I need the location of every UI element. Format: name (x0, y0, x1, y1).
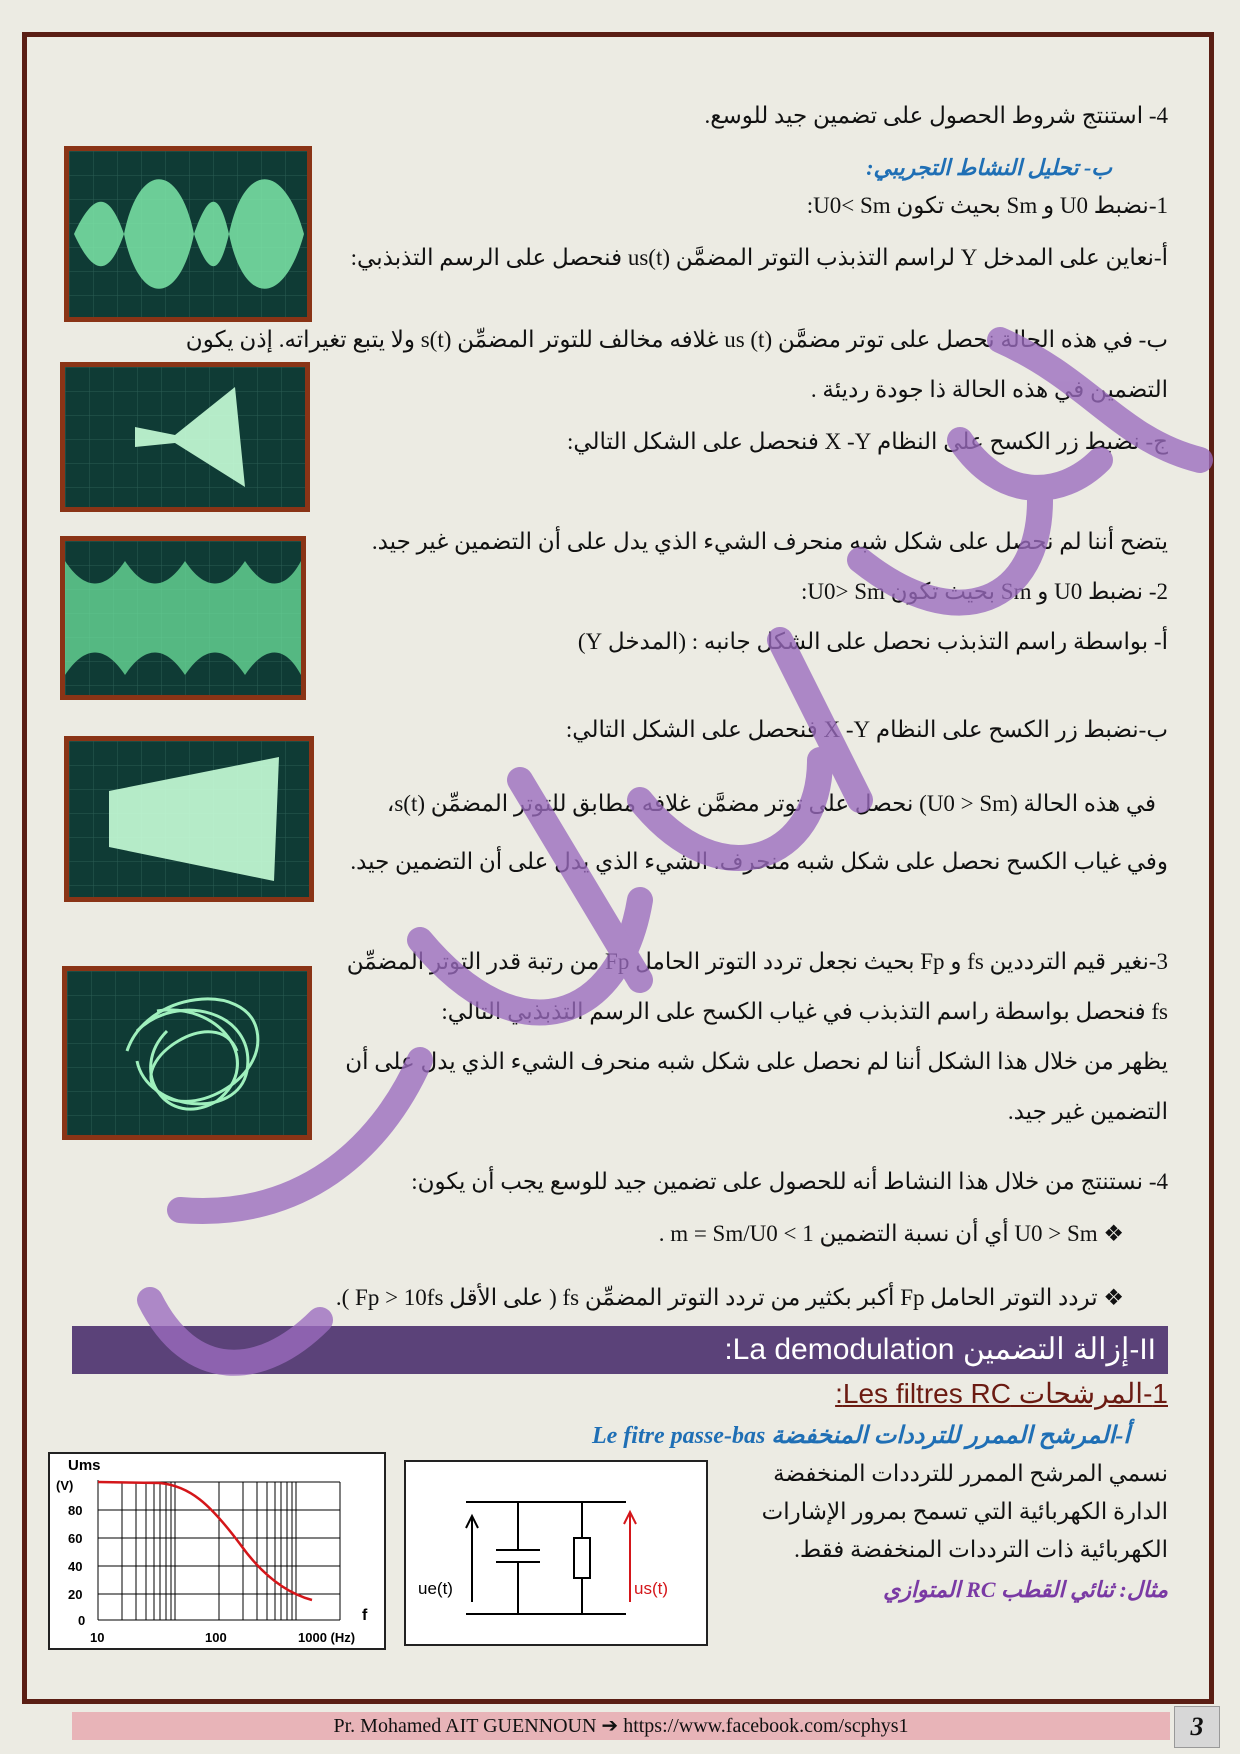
oscilloscope-image-lissajous (62, 966, 312, 1140)
line-9: أ- بواسطة راسم التذبذب نحصل على الشكل جانبه : (المدخل Y) (577, 629, 1168, 654)
line-18: ❖ U0 > Sm أي أن نسبة التضمين m = Sm/U0 < 1 . (658, 1221, 1124, 1246)
line-10: ب-نضبط زر الكسح على النظام X -Y فنحصل على الشكل التالي: (565, 717, 1168, 742)
line-3: أ-نعاين على المدخل Y لراسم التذبذب التوتر المضمَّن us(t) فنحصل على الرسم التذبذبي: (350, 245, 1168, 270)
circuit-input-label: ue(t) (418, 1579, 453, 1598)
ytick-20: 20 (68, 1587, 83, 1602)
ytick-0: 0 (78, 1613, 86, 1628)
heading-analysis: ب- تحليل النشاط التجريبي: (866, 155, 1112, 180)
line-12: وفي غياب الكسح نحصل على شكل شبه منحرف. الشيء الذي يدل على أن التضمين جيد. (350, 849, 1168, 874)
xtick-100: 100 (205, 1630, 227, 1645)
line-1: 4- استنتج شروط الحصول على تضمين جيد للوسع. (704, 103, 1168, 128)
low-pass-def-1: نسمي المرشح الممرر للترددات المنخفضة (773, 1461, 1168, 1486)
line-8: 2- نضبط U0 و Sm بحيث تكون U0> Sm: (800, 579, 1168, 604)
frequency-response-graph (48, 1452, 386, 1650)
xtick-10: 10 (90, 1630, 105, 1645)
line-13: 3-نغير قيم الترددين fs و Fp بحيث نجعل تردد التوتر الحامل Fp من رتبة قدر التوتر المضمِّن (346, 949, 1168, 974)
line-16: التضمين غير جيد. (1007, 1099, 1168, 1124)
heading-low-pass: أ-المرشح الممرر للترددات المنخفضة Le fitre passe-bas (591, 1423, 1130, 1449)
line-15: يظهر من خلال هذا الشكل أننا لم نحصل على شكل شبه منحرف الشيء الذي يدل على أن (345, 1049, 1168, 1074)
line-17: 4- نستنتج من خلال هذا النشاط أنه للحصول على تضمين جيد للوسع يجب أن يكون: (411, 1169, 1168, 1194)
graph-ylabel: Ums (68, 1457, 101, 1474)
footer-bar: Pr. Mohamed AIT GUENNOUN ➔ https://www.facebook.com/scphys1 (72, 1712, 1170, 1740)
line-5: التضمين في هذه الحالة ذا جودة رديئة . (810, 377, 1168, 402)
ytick-40: 40 (68, 1559, 83, 1574)
oscilloscope-image-overmodulated (64, 146, 312, 322)
line-6: ج- نضبط زر الكسح على النظام X -Y فنحصل على الشكل التالي: (566, 429, 1168, 454)
page-number: 3 (1174, 1706, 1220, 1748)
ytick-60: 60 (68, 1531, 83, 1546)
graph-xlabel: f (362, 1607, 368, 1624)
line-4: ب- في هذه الحالة نحصل على توتر مضمَّن us (t) غلافه مخالف للتوتر المضمِّن s(t) ولا يتبع تغيراته. إذن يكون (185, 327, 1168, 352)
oscilloscope-image-xy-bowtie (60, 362, 310, 512)
line-11: في هذه الحالة (U0 > Sm) نحصل على توتر مضمَّن غلافه مطابق للتوتر المضمِّن s(t)، (386, 791, 1156, 816)
graph-yunit: (V) (56, 1478, 74, 1493)
line-2: 1-نضبط U0 و Sm بحيث تكون U0< Sm: (806, 193, 1168, 218)
rc-parallel-circuit (404, 1460, 708, 1646)
low-pass-def-3: الكهربائية ذات الترددات المنخفضة فقط. (794, 1537, 1168, 1562)
line-19: ❖ تردد التوتر الحامل Fp أكبر بكثير من تردد التوتر المضمِّن fs ( على الأقل Fp > 10fs ). (335, 1285, 1124, 1310)
subsection-rc-filters: 1-المرشحات Les filtres RC: (835, 1378, 1168, 1409)
oscilloscope-image-xy-trapezoid (64, 736, 314, 902)
line-7: يتضح أننا لم نحصل على شكل شبه منحرف الشيء الذي يدل على أن التضمين غير جيد. (371, 529, 1168, 554)
low-pass-def-2: الدارة الكهربائية التي تسمح بمرور الإشارات (761, 1499, 1168, 1524)
line-14: fs فنحصل بواسطة راسم التذبذب في غياب الكسح على الرسم التذبذبي التالي: (441, 999, 1168, 1024)
circuit-output-label: us(t) (634, 1579, 668, 1598)
example-rc-parallel: مثال: ثنائي القطب RC المتوازي (883, 1577, 1168, 1602)
xtick-1000: 1000 (Hz) (298, 1630, 356, 1645)
oscilloscope-image-good-modulation (60, 536, 306, 700)
section-title-demodulation: II-إزالة التضمين La demodulation: (72, 1326, 1168, 1374)
ytick-80: 80 (68, 1503, 83, 1518)
